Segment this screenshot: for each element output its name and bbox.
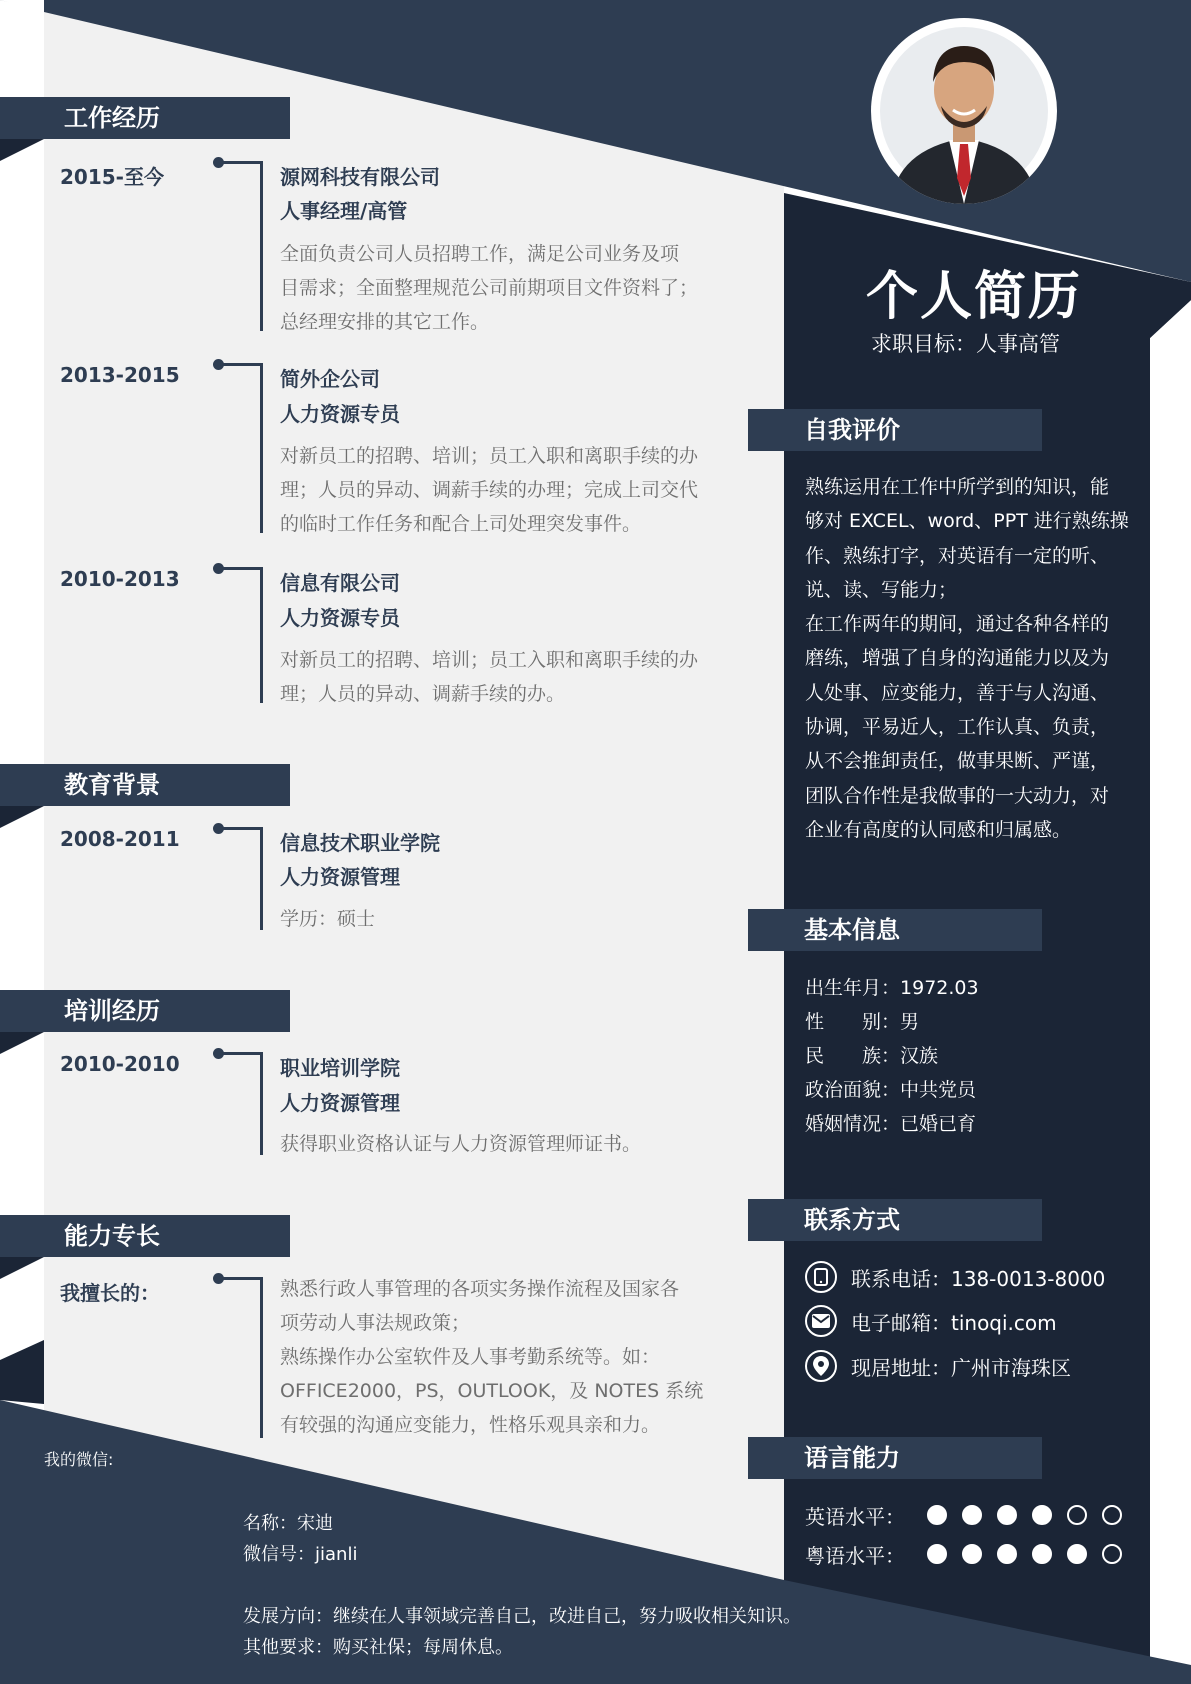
footer-direction: 发展方向：继续在人事领域完善自己，改进自己，努力吸收相关知识。 (243, 1606, 801, 1627)
skills-line: 有较强的沟通应变能力，性格乐观具亲和力。 (280, 1414, 661, 1436)
self-eval-line: 人处事、应变能力，善于与人沟通、 (805, 681, 1110, 704)
education-date: 2008-2011 (60, 827, 180, 851)
skills-line: 熟悉行政人事管理的各项实务操作流程及国家各 (280, 1278, 680, 1300)
contact-email-text: 电子邮箱：tinoqi.com (851, 1310, 1057, 1335)
basic-info-label: 出生年月： (805, 977, 901, 999)
page-title: 个人简历 (866, 267, 1083, 327)
rating-dot-filled (997, 1505, 1017, 1525)
work-role-1: 人事经理/高管 (280, 199, 408, 223)
self-eval-line: 企业有高度的认同感和归属感。 (805, 818, 1072, 841)
basic-info-row (805, 971, 979, 1005)
basic-info-value: 1972.03 (900, 977, 979, 999)
bottom-left-wedge (0, 1340, 44, 1404)
basic-info-label: 政治面貌： (805, 1079, 901, 1101)
work-desc-3-line: 对新员工的招聘、培训；员工入职和离职手续的办 (280, 649, 699, 671)
work-desc-2-line: 对新员工的招聘、培训；员工入职和离职手续的办 (280, 445, 699, 467)
phone-icon (805, 1261, 837, 1293)
section-education-fold (0, 806, 44, 828)
footer-wechat-id: 微信号：jianli (243, 1544, 358, 1565)
section-contact-title: 联系方式 (804, 1206, 900, 1234)
work-desc-3 (280, 643, 720, 711)
training-desc: 获得职业资格认证与人力资源管理师证书。 (280, 1133, 642, 1155)
self-eval-line: 够对 EXCEL、word、PPT 进行熟练操 (805, 510, 1129, 533)
work-company-1: 源网科技有限公司 (280, 165, 440, 189)
rating-dot-filled (962, 1544, 982, 1564)
work-desc-1-line: 全面负责公司人员招聘工作，满足公司业务及项 (280, 243, 680, 265)
self-eval-line: 作、熟练打字，对英语有一定的听、 (805, 544, 1110, 567)
contact-phone (805, 1259, 1105, 1295)
basic-info-value: 已婚已育 (900, 1113, 977, 1135)
self-eval-line: 协调，平易近人，工作认真、负责， (805, 716, 1110, 739)
basic-info-label: 性 别： (805, 1011, 901, 1033)
skills-label: 我擅长的： (60, 1281, 160, 1305)
basic-info-value: 汉族 (900, 1045, 939, 1067)
work-desc-2-line: 的临时工作任务和配合上司处理突发事件。 (280, 513, 642, 535)
work-desc-2-line: 理；人员的异动、调薪手续的办理；完成上司交代 (280, 479, 699, 501)
timeline-bracket (220, 827, 263, 930)
location-icon (805, 1350, 837, 1382)
skills-line: 项劳动人事法规政策； (280, 1312, 471, 1334)
section-contact-header (748, 1199, 1042, 1241)
avatar (871, 18, 1057, 204)
work-company-2: 简外企公司 (280, 367, 380, 391)
language-row-cantonese (805, 1539, 1137, 1569)
timeline-bracket (220, 363, 263, 533)
timeline-bracket (220, 161, 263, 331)
section-training-header (0, 990, 290, 1032)
footer-other: 其他要求：购买社保；每周休息。 (243, 1637, 513, 1658)
education-school: 信息技术职业学院 (280, 831, 440, 855)
basic-info-value: 中共党员 (900, 1079, 977, 1101)
footer-name: 名称：宋迪 (243, 1513, 333, 1534)
language-label: 粤语水平： (805, 1543, 905, 1568)
work-date-3: 2010-2013 (60, 567, 180, 591)
basic-info-list (805, 971, 979, 1141)
job-objective: 求职目标：人事高管 (871, 332, 1060, 356)
wechat-label: 我的微信: (44, 1450, 114, 1469)
rating-dot-filled (1067, 1544, 1087, 1564)
section-work-fold (0, 139, 44, 161)
section-work-header (0, 97, 290, 139)
mail-icon (805, 1305, 837, 1337)
section-self-eval-title: 自我评价 (804, 416, 900, 444)
work-date-1: 2015-至今 (60, 165, 164, 189)
rating-dot-filled (962, 1505, 982, 1525)
skills-line: 熟练操作办公室软件及人事考勤系统等。如： (280, 1346, 661, 1368)
section-skills-title: 能力专长 (64, 1222, 160, 1250)
basic-info-row (805, 1073, 979, 1107)
skills-desc (280, 1272, 720, 1442)
self-eval-line: 熟练运用在工作中所学到的知识，能 (805, 476, 1110, 498)
basic-info-row (805, 1107, 979, 1141)
basic-info-row (805, 1005, 979, 1039)
work-desc-1 (280, 237, 720, 339)
section-education-header (0, 764, 290, 806)
work-desc-2 (280, 439, 720, 541)
rating-dot-filled (1032, 1544, 1052, 1564)
contact-email (805, 1303, 1057, 1339)
basic-info-value: 男 (900, 1011, 920, 1033)
work-desc-3-line: 理；人员的异动、调薪手续的办。 (280, 683, 566, 705)
section-training-title: 培训经历 (64, 997, 160, 1025)
top-band-white-edge (0, 0, 44, 12)
work-date-2: 2013-2015 (60, 363, 180, 387)
self-eval-line: 在工作两年的期间，通过各种各样的 (805, 613, 1110, 636)
rating-dot-empty (1067, 1505, 1087, 1525)
education-major: 人力资源管理 (280, 865, 400, 889)
self-eval-line: 说、读、写能力； (805, 578, 958, 601)
work-company-3: 信息有限公司 (280, 571, 400, 595)
person-photo-icon (871, 18, 1057, 204)
rating-dots (927, 1505, 1137, 1525)
rating-dot-filled (997, 1544, 1017, 1564)
section-training-fold (0, 1032, 44, 1054)
section-basic-header (748, 909, 1042, 951)
self-eval-line: 从不会推卸责任，做事果断、严谨， (805, 750, 1110, 773)
section-language-header (748, 1437, 1042, 1479)
section-work-title: 工作经历 (64, 104, 160, 132)
rating-dot-filled (927, 1505, 947, 1525)
work-role-3: 人力资源专员 (280, 606, 400, 630)
education-degree: 学历：硕士 (280, 908, 376, 930)
work-desc-1-line: 总经理安排的其它工作。 (280, 311, 490, 333)
rating-dot-filled (1032, 1505, 1052, 1525)
rating-dots (927, 1544, 1137, 1564)
contact-address-text: 现居地址：广州市海珠区 (851, 1355, 1071, 1380)
timeline-bracket (220, 567, 263, 703)
language-label: 英语水平： (805, 1504, 905, 1529)
timeline-bracket (220, 1277, 263, 1438)
rating-dot-empty (1102, 1505, 1122, 1525)
training-date: 2010-2010 (60, 1052, 180, 1076)
contact-phone-text: 联系电话：138-0013-8000 (851, 1266, 1106, 1291)
rating-dot-empty (1102, 1544, 1122, 1564)
rating-dot-filled (927, 1544, 947, 1564)
work-role-2: 人力资源专员 (280, 402, 400, 426)
section-basic-title: 基本信息 (804, 916, 900, 944)
right-edge-white (1150, 300, 1191, 1684)
basic-info-label: 婚姻情况： (805, 1113, 901, 1135)
self-eval-line: 团队合作性是我做事的一大动力，对 (805, 784, 1110, 807)
language-row-english (805, 1500, 1137, 1530)
basic-info-row (805, 1039, 979, 1073)
section-language-title: 语言能力 (804, 1444, 900, 1472)
self-eval-text (805, 470, 1145, 847)
section-education-title: 教育背景 (64, 771, 160, 799)
self-eval-line: 磨练，增强了自身的沟通能力以及为 (805, 647, 1110, 670)
work-desc-1-line: 目需求；全面整理规范公司前期项目文件资料了； (280, 277, 699, 299)
training-org: 职业培训学院 (280, 1056, 400, 1080)
section-skills-fold (0, 1257, 44, 1279)
timeline-bracket (220, 1052, 263, 1155)
basic-info-label: 民 族： (805, 1045, 901, 1067)
section-self-eval-header (748, 409, 1042, 451)
contact-address (805, 1348, 1071, 1384)
skills-line: OFFICE2000，PS，OUTLOOK，及 NOTES 系统 (280, 1380, 704, 1402)
section-skills-header (0, 1215, 290, 1257)
training-subject: 人力资源管理 (280, 1091, 400, 1115)
